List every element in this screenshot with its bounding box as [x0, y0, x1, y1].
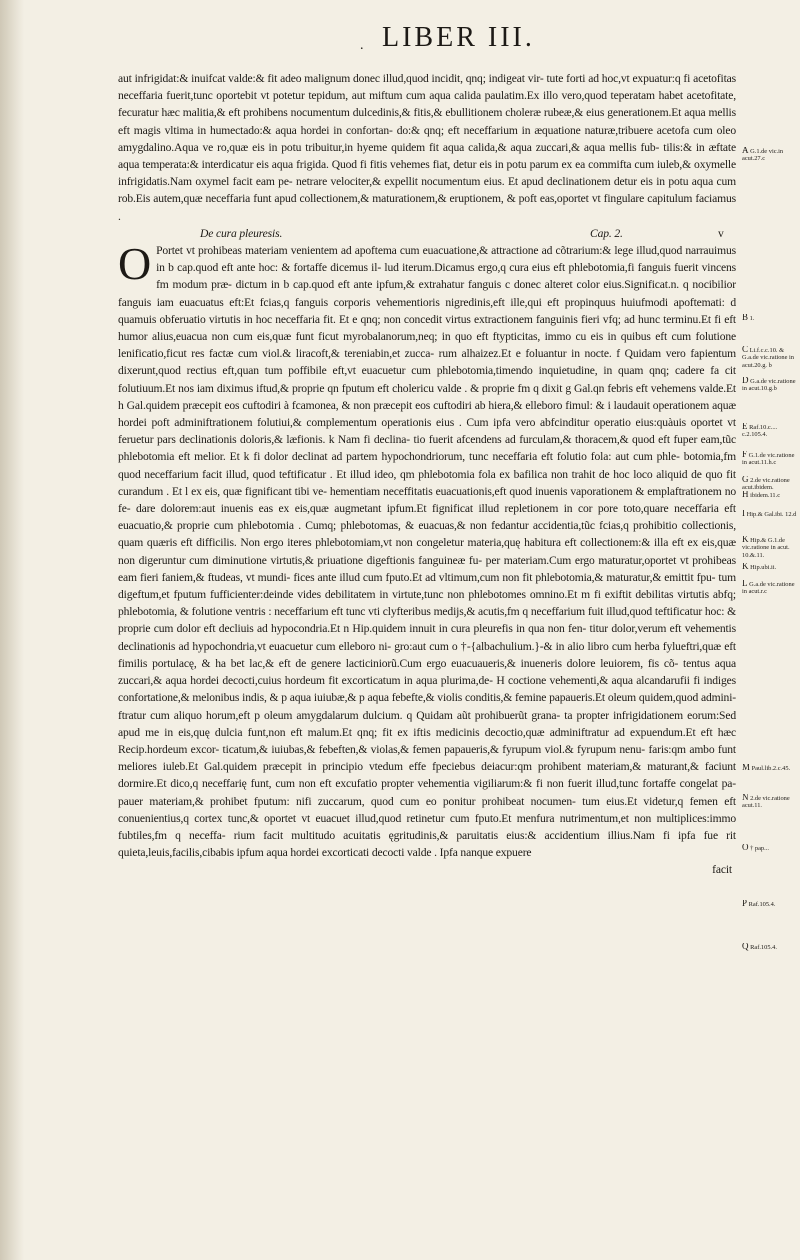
gutter-shadow: [0, 0, 24, 1260]
margin-note: B 1.: [742, 314, 755, 322]
margin-note: Q Raf.105.4.: [742, 943, 777, 951]
margin-note: N 2.de vic.ratione acut.11.: [742, 794, 790, 810]
margin-note: L G.a.de vic.ratione in acut.r.c: [742, 580, 795, 596]
chapter-number: Cap. 2.: [590, 226, 623, 240]
margin-note: K Hip.ubi.ii.: [742, 563, 777, 571]
margin-note: G 2.de vic.ratione acut.ibidem.: [742, 476, 790, 492]
page-header: [0, 22, 800, 62]
margin-note: O † pap...: [742, 844, 769, 852]
chapter-mark: v: [718, 226, 724, 240]
chapter-title: De cura pleuresis.: [200, 226, 283, 240]
paragraph-chapter-text: Portet vt prohibeas materiam venientem ad apoftema cum euacuatione,& attractione ad cõtrarium:& lege illud,quod narrauimus in b cap.quod eft ante hoc: & fortaffe dicemus il- lud iterum.Dicamus ergo,q cura eius eft phlebotomia,fi fanguis fuerit vincens fm modum præ- dictum in b cap.quod eft ante ipfum,& extrahatur fanguis c donec alteret color eius.Significat.n. q nocibilior fanguis iam euacuatus eft:Et fcias,q fanguis corporis vehementioris nigredinis,eft ille,qui eft propinquus huiufmodi apoftemati: d quamuis obferuatio virtutis in hoc neceffaria fit. Et e qnq; non concedit virtus extractionem fanguinis fieri vfq; ad hunc terminu.Et fi eft humor alius,euacua non cum eis,quæ funt ficut myrobalanorum,neq; in quo eft ftypticitas, immo cu eis in quibus eft cum folutione lenificatio,ficut res factæ cum viol.& liracoft,& tereniabin,et zucca- rum alhaizez.Et e foluantur in nocte. f Quidam vero fapientum dixerunt,quod rectius eft,quan tum poffibile eft,vt euacuetur cum phlebotomia,timendo inquietudine, in quam qnq; cadere fa cit folutiuum.Et nos iam diximus iftud,& proprie qn fputum eft cholericu valde . & proprie fm q dixit g Gal.qn febris eft vehemens valde.Et h Gal.quidem præcepit eos cuftodiri à fcamonea, & non præcepit eos cuftodiri ab hiera,& elleboro fimul: & i laudauit operationem aquæ hordei poft adminiftrationem folutiui,& complementum operationis eius . Cum ipfa vero abfcinditur operatio eius:quàuis oportet vt feruetur pars declinationis doloris,& læfionis. k Nam fi declina- tio fuerit afcendens ad furculam,& thoracem,& quod eft fuper eam,tũc phlebotomia eft melior. Et k fi dolor declinat ad partem hypochondriorum, tunc neceffaria eft folutio fola: aut cum phle- botomia,fm quod neceffarium facit illud, quod teftificatur . Et illud ideo, qm phlebotomia fola ex bafilica non trahit de hoc loco aliquid de quo fit curandum . Et l ex eis, quæ fignificant tibi ve- hementiam neceffitatis euacuationis,eft quod inuenis vaporationem & emplaftrationem no fe- dare dolorem:aut inuenis eas ex eis,quæ augmetant ipfum.Et fignificat illud repletionem in cor pore toto,quare neceffaria eft euacuatio,& proprie cum phlebotomia . Cumq; phlebotomas, & euacuas,& non fedantur accidentia,tũc fcias,q prohibitio collectionis, quam quæris eft difficilis. Non ergo iteres phlebotomiam,vt non congeletur materia,quę habitura eft collectionem:& illa eft ex eis,quæ non digeruntur cum diminutione virtutis,& priuatione digeftionis fanguineæ fu- per materiam.Cum ergo maturatur,oportet vt prohibeas eam fieri faniem,& ftudeas, vt mundi- fices ante illud cum fputo.Et ad vltimum,cum non fit phlebotomia,& maturatur,& emittit fpu- tum digeftum,et fputum fufficienter:deinde vides debilitatem in virtute,tunc non phlebotomes omnino.Et m fi exiftit debilitas virtutis abfq; phlebotomia, & folutione ventris : neceffarium eft tunc vti clyfteribus medijs,& acutis,fm q neceffarium fuit illud,quod teftificatur hoc: & proprie cum dolor eft decliuis ad hypocondria.Et n Hip.quidem innuit in cura pleurefis in qua non fen- titur dolor,verum eft vehementis declinationis ad hypochondria,vt euacuetur cum elleboro ni- gro:aut cum o †-{albachulium.}-& in alio libro cum herba fylueftri,quæ eft fimilis portulacę, & ha bet lac,& eft de genere lacticiniorũ.Cum ergo euacuaueris,& inueneris dolore leuiorem, fis cõ- tentus aqua zuccari,& aqua hordei decocti,cuius hordeum fit excorticatum in aqua plurima,de- H coctione vehementi,& aqua alcandarufii fi indiges confortatione,& melonibus indis, & p aqua iuiubæ,& p aqua febefte,& violis conditis,& femine papaueris.Et oleum quidem,quod admini- ftratur cum aliquo horum,eft p oleum amygdalarum dulcium. q Quidam aũt prohibuerũt grana- ta propter infrigidationem eorum:Sed apud me in eis,quę dulcia funt,non eft malum.Et qnq; fit ex iftis medicinis decoctio,quæ adminiftratur ad expuendum.Et eft hæc Recip.hordeum excor- ticatum,& iuiubas,& febeften,& violas,& femen papaueris,& fyrupum viol.& fyrupum nenu- faris:qm ambo funt meliores iuleb.Et Gal.quidem præcepit in principio vtedum effe fpeciebus deiacur:qm prohibent materiam,& maturant,& faciunt dormire.Et dico,q neceffarię funt, cum non eft excufatio propter vehementia vigiliarum:& fi non fuerit illud,tunc fortaffe congelat pa- pauer materiam,& prohibet fputum: nifi zuccarum, quod cum eo ponitur prohibeat nocumen- tum eius.Et videtur,q femen eft conuenientius,q cortex tunc,& oportet vt euacuet illud,quod retinetur cum fputo.Et menfura nutrimentum,et non multiplices:immo fubtiles,fm q neceffa- rium facit multitudo acuitatis ęgritudinis,& paruitatis eius:& accidentium illius.Nam fi ipfa fue rit quieta,leuis,facilis,cibabis ipfum aqua hordei excorticati decocti valde . Ipfa nanque expuere: [118, 244, 736, 860]
margin-note: H ibidem.11.c: [742, 491, 781, 499]
main-text-column: [118, 70, 736, 1250]
margin-note: M Paul.lib.2.c.45.: [742, 764, 791, 772]
margin-notes: [742, 70, 798, 1250]
margin-note: F G.1.de vic.ratione in acut.11.h.c: [742, 451, 795, 467]
margin-note: C Li.f.c.c.10. & G.a.de vic.ratione in acut.20.g. b: [742, 346, 794, 369]
margin-note: A G.1.de vic.in acut.27.c: [742, 147, 784, 163]
running-title: LIBER III.: [382, 22, 535, 53]
paragraph-continued: aut infrigidat:& inuifcat valde:& fit adeo malignum donec illud,quod incidit, qnq; indigeat vir- tute forti ad hoc,vt expuatur:q fi acetofitas neceffaria fuerit,tunc oportebit vt potetur tepidum, aut miftum cum aqua calida paulatim.Ex illo vero,quod teperatam habet acetofitate, fecuratur hæc malitia,& eft prohibens nocumentum dulcedinis,& fitis,& ebullitionem choleræ rubeæ,& eius generationem.Et aqua mellis eft magis vltima in humectado:& aqua hordei in confortan- do:& qnq; eft neceffarium in æquatione naturæ,tribuere acetofa cum oleo amygdalino.Aqua ve ro,quæ eis in potu tribuitur,in hyeme quidem fit aqua calida,& aqua zuccari,& aqua mellis fub- tilis:& in æftate aqua temperata:& interdicatur eis aqua frigida. Quod fi fitis vehemes fiat, detur eis in potu parum ex ea commifta cum iuleb,& oxymelle infrigidatis.Nam oxymel facit eam pe- netrare velociter,& expellit nocumentum eius. Et apud declinationem detur eis in potu aqua cum rob.Eis autem,quæ neceffaria funt apud collectionem,& maturationem,& eruptionem, & poft eas,oportet vt fingulare capitulum faciamus .: [118, 72, 736, 223]
margin-note: P Raf.105.4.: [742, 900, 776, 908]
chapter-heading: [118, 225, 736, 242]
margin-note: I Hip.& Gal.ibi. 12.d: [742, 510, 797, 518]
header-mark: .: [360, 38, 364, 53]
margin-note: E Raf.10.c.... c.2.105.4.: [742, 423, 778, 439]
catchword: facit: [712, 863, 732, 877]
paragraph-chapter-start: [118, 238, 736, 861]
margin-note: K Hip.& G.1.de vic.ratione in acut. 10.&.11.: [742, 536, 790, 559]
margin-note: D G.a.de vic.ratione in acut.10.g.b: [742, 377, 796, 393]
drop-cap: O: [118, 238, 152, 290]
